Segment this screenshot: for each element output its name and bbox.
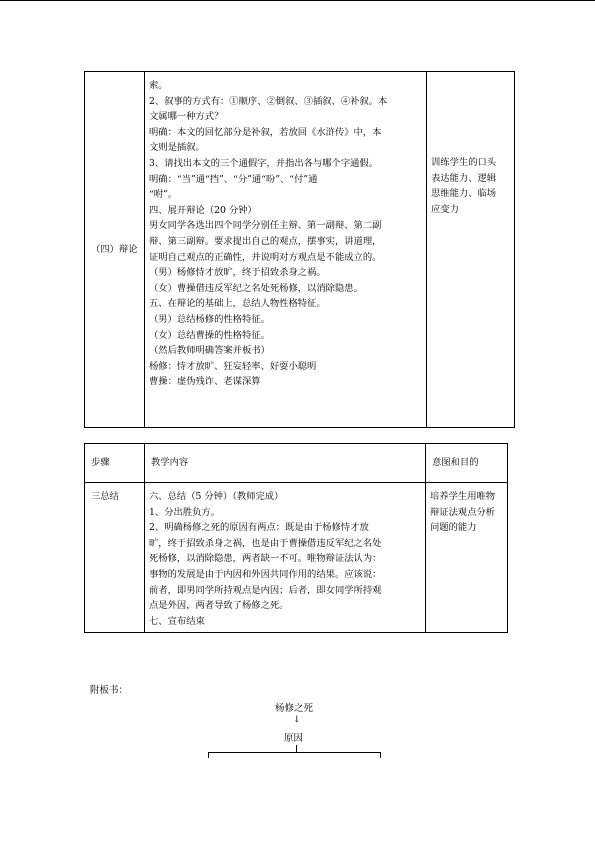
content-lines-debate — [145, 72, 426, 390]
lesson-table-continued — [84, 71, 515, 428]
content-line: 男女同学各选出四个同学分别任主辩、第一副辩、第二副 — [149, 220, 382, 232]
content-line: 死杨修，以消除隐患，两者缺一不可。唯物辩证法认为： — [149, 553, 382, 565]
table-row-summary — [85, 483, 508, 633]
purpose-line: 辩证法观点分析 — [430, 506, 496, 518]
purpose-line: 训练学生的口头 — [431, 157, 497, 168]
board-bracket-left — [208, 752, 209, 758]
content-line: （女）总结曹操的性格特征。 — [149, 329, 270, 341]
content-line: 点是外因，两者导致了杨修之死。 — [149, 600, 289, 612]
content-line: 明确：本文的回忆部分是补叙，若放回《水浒传》中，本 — [149, 126, 382, 138]
step-cell-debate — [85, 72, 145, 428]
content-lines-summary — [145, 483, 425, 629]
content-line: 明确：“当”通“挡”、“分”通“吩”、“付”通 — [149, 173, 318, 185]
content-cell-debate — [145, 72, 427, 428]
content-line: 2、叙事的方式有：①顺序、②倒叙、③插叙、④补叙。本 — [149, 95, 388, 107]
lesson-table-summary — [84, 443, 508, 633]
board-cause: 原因 — [284, 733, 304, 744]
content-line: 证明自己观点的正确性，并说明对方观点是不能成立的。 — [149, 251, 382, 263]
step-cell-summary — [85, 483, 145, 633]
purpose-cell-debate — [427, 72, 515, 428]
content-line: （男）杨修恃才放旷，终于招致杀身之祸。 — [149, 267, 326, 279]
page-top-rule — [0, 0, 595, 1]
header-content — [145, 444, 426, 483]
purpose-line: 应变力 — [431, 203, 459, 215]
content-line: 文属哪一种方式？ — [149, 111, 224, 123]
content-line: 旷，终于招致杀身之祸，也是由于曹操借违反军纪之名处 — [149, 537, 382, 549]
header-purpose-label: 意图和目的 — [432, 457, 479, 469]
content-line: 2、明确杨修之死的原因有两点：既是由于杨修恃才放 — [149, 522, 369, 534]
board-bracket-right — [380, 752, 381, 758]
content-line: （男）总结杨修的性格特征。 — [149, 313, 270, 325]
board-bracket-line — [208, 752, 381, 753]
table-header-row — [85, 444, 508, 483]
purpose-line: 思维能力、临场 — [431, 188, 497, 200]
content-line: （然后教师明确答案并板书） — [149, 345, 270, 357]
header-step — [85, 444, 145, 483]
purpose-cell-summary — [426, 483, 508, 633]
content-line: 文则是插叙。 — [149, 142, 205, 154]
content-line: （女）曹操借违反军纪之名处死杨修，以消除隐患。 — [149, 282, 363, 294]
content-line: 杨修：恃才放旷、狂妄轻率、好耍小聪明 — [149, 360, 317, 372]
content-line: 1、分出胜负方。 — [149, 506, 220, 518]
down-arrow-icon: ↓ — [293, 715, 301, 725]
content-line: 四、展开辩论（20 分钟） — [149, 204, 257, 216]
content-line: 七、宣布结束 — [149, 615, 205, 627]
table-row-debate — [85, 72, 515, 428]
purpose-lines-debate — [427, 72, 514, 217]
header-step-label: 步骤 — [91, 457, 110, 469]
header-purpose — [426, 444, 508, 483]
content-line: 索。 — [149, 80, 168, 91]
content-line: 事物的发展是由于内因和外因共同作用的结果。应该说： — [149, 568, 382, 580]
content-line: 3、请找出本文的三个通假字，并指出各与哪个字通假。 — [149, 157, 379, 169]
content-line: 前者，即男同学所持观点是内因；后者，即女同学所持观 — [149, 584, 382, 596]
content-line: 五、在辩论的基础上，总结人物性格特征。 — [149, 298, 326, 310]
board-title: 杨修之死 — [275, 703, 314, 714]
header-content-label: 教学内容 — [151, 457, 189, 469]
purpose-line: 问题的能力 — [430, 522, 477, 534]
purpose-line: 表达能力、逻辑 — [431, 172, 497, 184]
content-line: 辩、第三副辩。要求提出自己的观点，摆事实，讲道理， — [149, 235, 382, 247]
purpose-lines-summary — [426, 483, 507, 536]
content-line: 曹操：虚伪残诈、老谋深算 — [149, 376, 261, 388]
purpose-line: 培养学生用唯物 — [430, 491, 496, 502]
content-cell-summary — [145, 483, 426, 633]
board-label: 附板书： — [90, 685, 129, 696]
step-label-summary: 三总结 — [91, 491, 119, 502]
content-line: 六、总结（5 分钟）（教师完成） — [149, 491, 284, 502]
content-line: “咐”。 — [149, 189, 178, 201]
step-label-debate: （四）辩论 — [91, 243, 138, 255]
